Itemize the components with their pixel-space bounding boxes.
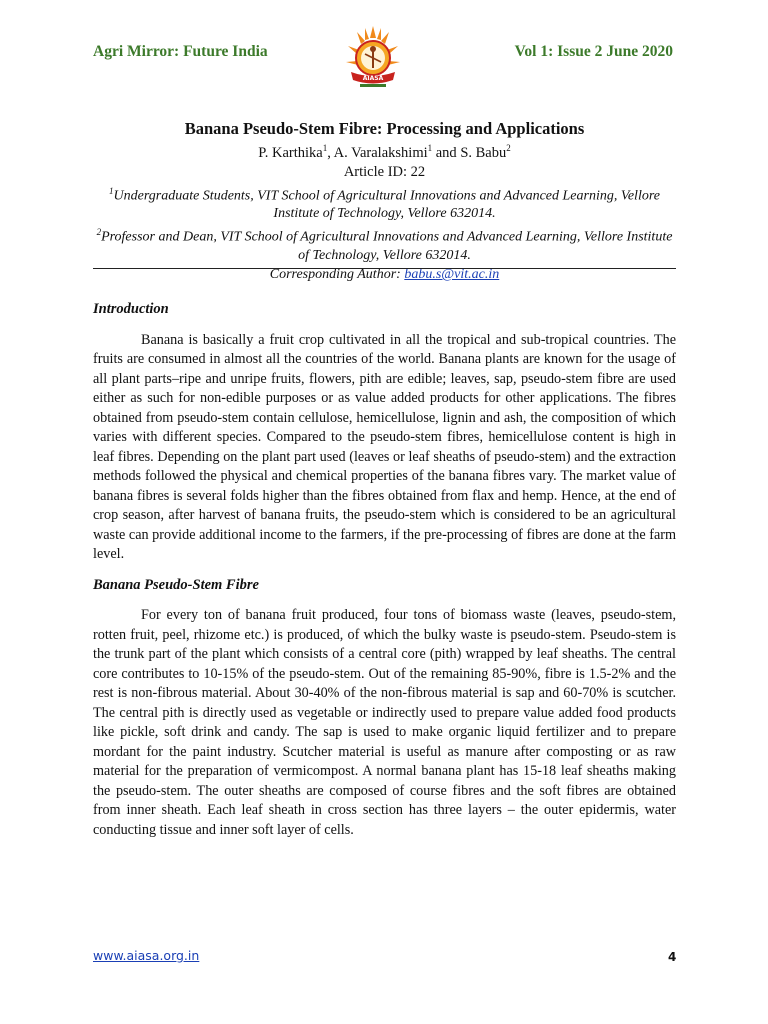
- article-title: Banana Pseudo-Stem Fibre: Processing and Applications: [184, 119, 585, 138]
- corresponding-email-link[interactable]: babu.s@vit.ac.in: [404, 267, 500, 283]
- affiliation-1: [93, 182, 676, 224]
- author-superscript: 2: [506, 143, 511, 153]
- article-body: [93, 300, 676, 851]
- author-superscript: 1: [322, 143, 328, 153]
- author-name: A. Varalakshimi: [333, 144, 428, 161]
- journal-name: Agri Mirror: Future India: [93, 43, 268, 60]
- author-name: P. Karthika: [258, 144, 323, 161]
- page-number: 4: [668, 950, 677, 964]
- footer-website-link[interactable]: www.aiasa.org.in: [93, 948, 200, 963]
- paragraph-introduction: Banana is basically a fruit crop cultivated in all the tropical and sub-tropical countries. The fruits are consumed in almost all the countries of the world. Banana plants are known for the usage of all plant parts–ripe and unripe fruits, flowers, pith are edible; leaves, sap, pseudo-stem fibre are used either as such for non-edible purposes or as value added products for other applications. The fibres obtained from pseudo-stem contain cellulose, hemicellulose, lignin and ash, the composition of which varies with different species. Compared to the pseudo-stem fibres, hemicellulose content is high in leaf fibres. Depending on the plant part used (leaves or leaf sheaths of pseudo-stem) and the extraction methods followed the physical and chemical properties of the banana fibres vary. The market value of banana fibres is several folds higher than the fibres obtained from flax and hemp. Hence, at the end of crop season, after harvest of banana fruits, the pseudo-stem which is considered to be an agricultural waste can provide additional income to the farmers, if the pre-processing of fibres are done at the farm level.: [93, 331, 676, 562]
- affiliation-superscript: 2: [96, 227, 102, 238]
- author-name: S. Babu: [460, 144, 507, 161]
- issue-info: Vol 1: Issue 2 June 2020: [514, 43, 673, 60]
- affiliation-text: Undergraduate Students, VIT School of Agricultural Innovations and Advanced Learning, Vellore Institute of Technology, Vellore 632014.: [113, 188, 660, 222]
- article-id: Article ID: 22: [343, 163, 426, 180]
- logo-text: AIASA: [362, 75, 384, 82]
- affiliation-text: Professor and Dean, VIT School of Agricultural Innovations and Advanced Learning, Vellore Institute of Technology, Vellore 632014.: [101, 230, 673, 264]
- section-heading-pseudo-stem-fibre: Banana Pseudo-Stem Fibre: [93, 576, 259, 593]
- aiasa-logo: [343, 24, 403, 90]
- paragraph-pseudo-stem-fibre: For every ton of banana fruit produced, four tons of biomass waste (leaves, pseudo-stem, rotten fruit, peel, rhizome etc.) is produced, of which the bulky waste is pseudo-stem. Pseudo-stem is the trunk part of the plant which consists of a central core (pith) wrapped by leaf sheaths. The central core contributes to 10-15% of the pseudo-stem. Out of the remaining 85-90%, fibre is 1.5-2% and the rest is non-fibrous material. About 30-40% of the non-fibrous material is sap and 60-70% is scutcher. The central pith is directly used as vegetable or indirectly used to prepare value added food products like pickle, soft drink and candy. The sap is used to make organic liquid fertilizer and to prepare mordant for the paint industry. Scutcher material is useful as manure after composting or as raw material for the preparation of vermicompost. A normal banana plant has 15-18 leaf sheaths making the pseudo-stem. The outer sheaths are composed of course fibres and the soft fibres are obtained from inner sheath. Each leaf sheath in cross section has three layers – the outer epidermis, water conducting tissue and inner soft layer of cells.: [93, 607, 676, 838]
- aiasa-logo-icon: [343, 24, 403, 90]
- author-separator: and: [432, 144, 461, 161]
- author-superscript: 1: [427, 143, 433, 153]
- corresponding-label: Corresponding Author:: [269, 267, 405, 283]
- title-block: [93, 119, 676, 285]
- affiliation-superscript: 1: [109, 185, 114, 196]
- header-divider: [93, 268, 676, 269]
- page-header: [93, 36, 673, 82]
- section-heading-introduction: Introduction: [93, 301, 169, 317]
- author-separator: ,: [327, 144, 334, 161]
- author-list: [93, 139, 676, 163]
- affiliation-2: [93, 223, 676, 265]
